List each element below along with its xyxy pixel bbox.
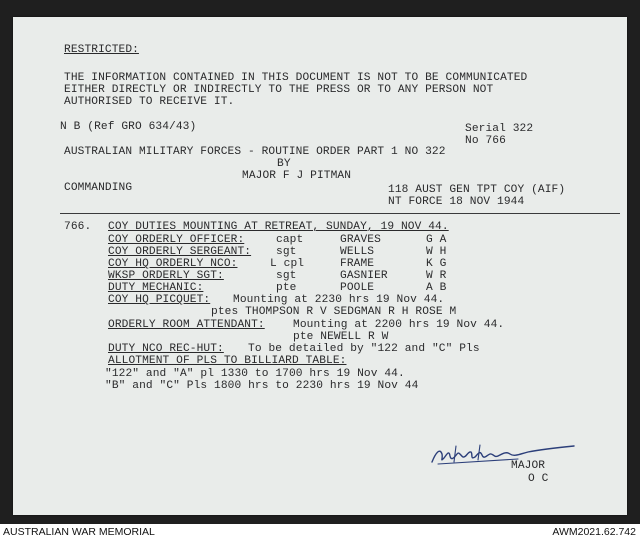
duty-rank: capt	[276, 234, 304, 246]
duty-initials: W R	[426, 270, 447, 282]
order-number: No 766	[465, 135, 506, 147]
reference-line: N B (Ref GRO 634/43)	[60, 121, 197, 133]
picquet-personnel: ptes THOMPSON R V SEDGMAN R H ROSE M	[211, 306, 457, 318]
duty-nco-text: To be detailed by "122 and "C" Pls	[248, 343, 480, 355]
section-heading: COY DUTIES MOUNTING AT RETREAT, SUNDAY, 19 NOV 44.	[108, 221, 449, 233]
unit-name: 118 AUST GEN TPT COY (AIF)	[388, 184, 566, 196]
order-by: BY	[277, 158, 291, 170]
billiard-line-1: "122" and "A" pl 1330 to 1700 hrs 19 Nov 44.	[105, 368, 405, 380]
duty-initials: K G	[426, 258, 447, 270]
duty-role: DUTY MECHANIC:	[108, 282, 204, 294]
duty-name: POOLE	[340, 282, 375, 294]
handwritten-signature	[428, 442, 578, 472]
billiard-line-2: "B" and "C" Pls 1800 hrs to 2230 hrs 19 Nov 44	[105, 380, 419, 392]
notice-line-3: AUTHORISED TO RECEIVE IT.	[64, 96, 235, 108]
notice-line-1: THE INFORMATION CONTAINED IN THIS DOCUMENT IS NOT TO BE COMMUNICATED	[64, 72, 528, 84]
document-page	[13, 17, 627, 515]
billiard-label: ALLOTMENT OF PLS TO BILLIARD TABLE:	[108, 355, 347, 367]
duty-name: FRAME	[340, 258, 375, 270]
orderly-room-mounting: Mounting at 2200 hrs 19 Nov 44.	[293, 319, 505, 331]
serial-number: Serial 322	[465, 123, 534, 135]
duty-role: COY HQ ORDERLY NCO:	[108, 258, 238, 270]
signature-rank: MAJOR	[511, 460, 546, 472]
duty-rank: sgt	[276, 246, 297, 258]
orderly-room-personnel: pte NEWELL R W	[293, 331, 389, 343]
commanding-label: COMMANDING	[64, 182, 133, 194]
duty-role: COY ORDERLY SERGEANT:	[108, 246, 252, 258]
duty-name: GASNIER	[340, 270, 388, 282]
restricted-heading: RESTRICTED:	[64, 44, 139, 56]
duty-rank: sgt	[276, 270, 297, 282]
order-title: AUSTRALIAN MILITARY FORCES - ROUTINE ORDER PART 1 NO 322	[64, 146, 446, 158]
signature-title: O C	[528, 473, 549, 485]
section-number: 766.	[64, 221, 92, 233]
duty-rank: pte	[276, 282, 297, 294]
orderly-room-label: ORDERLY ROOM ATTENDANT:	[108, 319, 265, 331]
duty-initials: G A	[426, 234, 447, 246]
duty-nco-label: DUTY NCO REC-HUT:	[108, 343, 224, 355]
duty-role: WKSP ORDERLY SGT:	[108, 270, 224, 282]
duty-name: GRAVES	[340, 234, 381, 246]
duty-initials: A B	[426, 282, 447, 294]
picquet-label: COY HQ PICQUET:	[108, 294, 211, 306]
duty-initials: W H	[426, 246, 447, 258]
duty-rank: L cpl	[270, 258, 305, 270]
notice-line-2: EITHER DIRECTLY OR INDIRECTLY TO THE PRESS OR TO ANY PERSON NOT	[64, 84, 494, 96]
duty-role: COY ORDERLY OFFICER:	[108, 234, 245, 246]
section-divider	[60, 213, 620, 214]
footer-institution: AUSTRALIAN WAR MEMORIAL	[3, 526, 155, 538]
footer-accession-number: AWM2021.62.742	[552, 526, 636, 538]
picquet-mounting: Mounting at 2230 hrs 19 Nov 44.	[233, 294, 445, 306]
order-officer: MAJOR F J PITMAN	[242, 170, 352, 182]
place-date: NT FORCE 18 NOV 1944	[388, 196, 525, 208]
archive-footer	[0, 524, 640, 540]
duty-name: WELLS	[340, 246, 375, 258]
